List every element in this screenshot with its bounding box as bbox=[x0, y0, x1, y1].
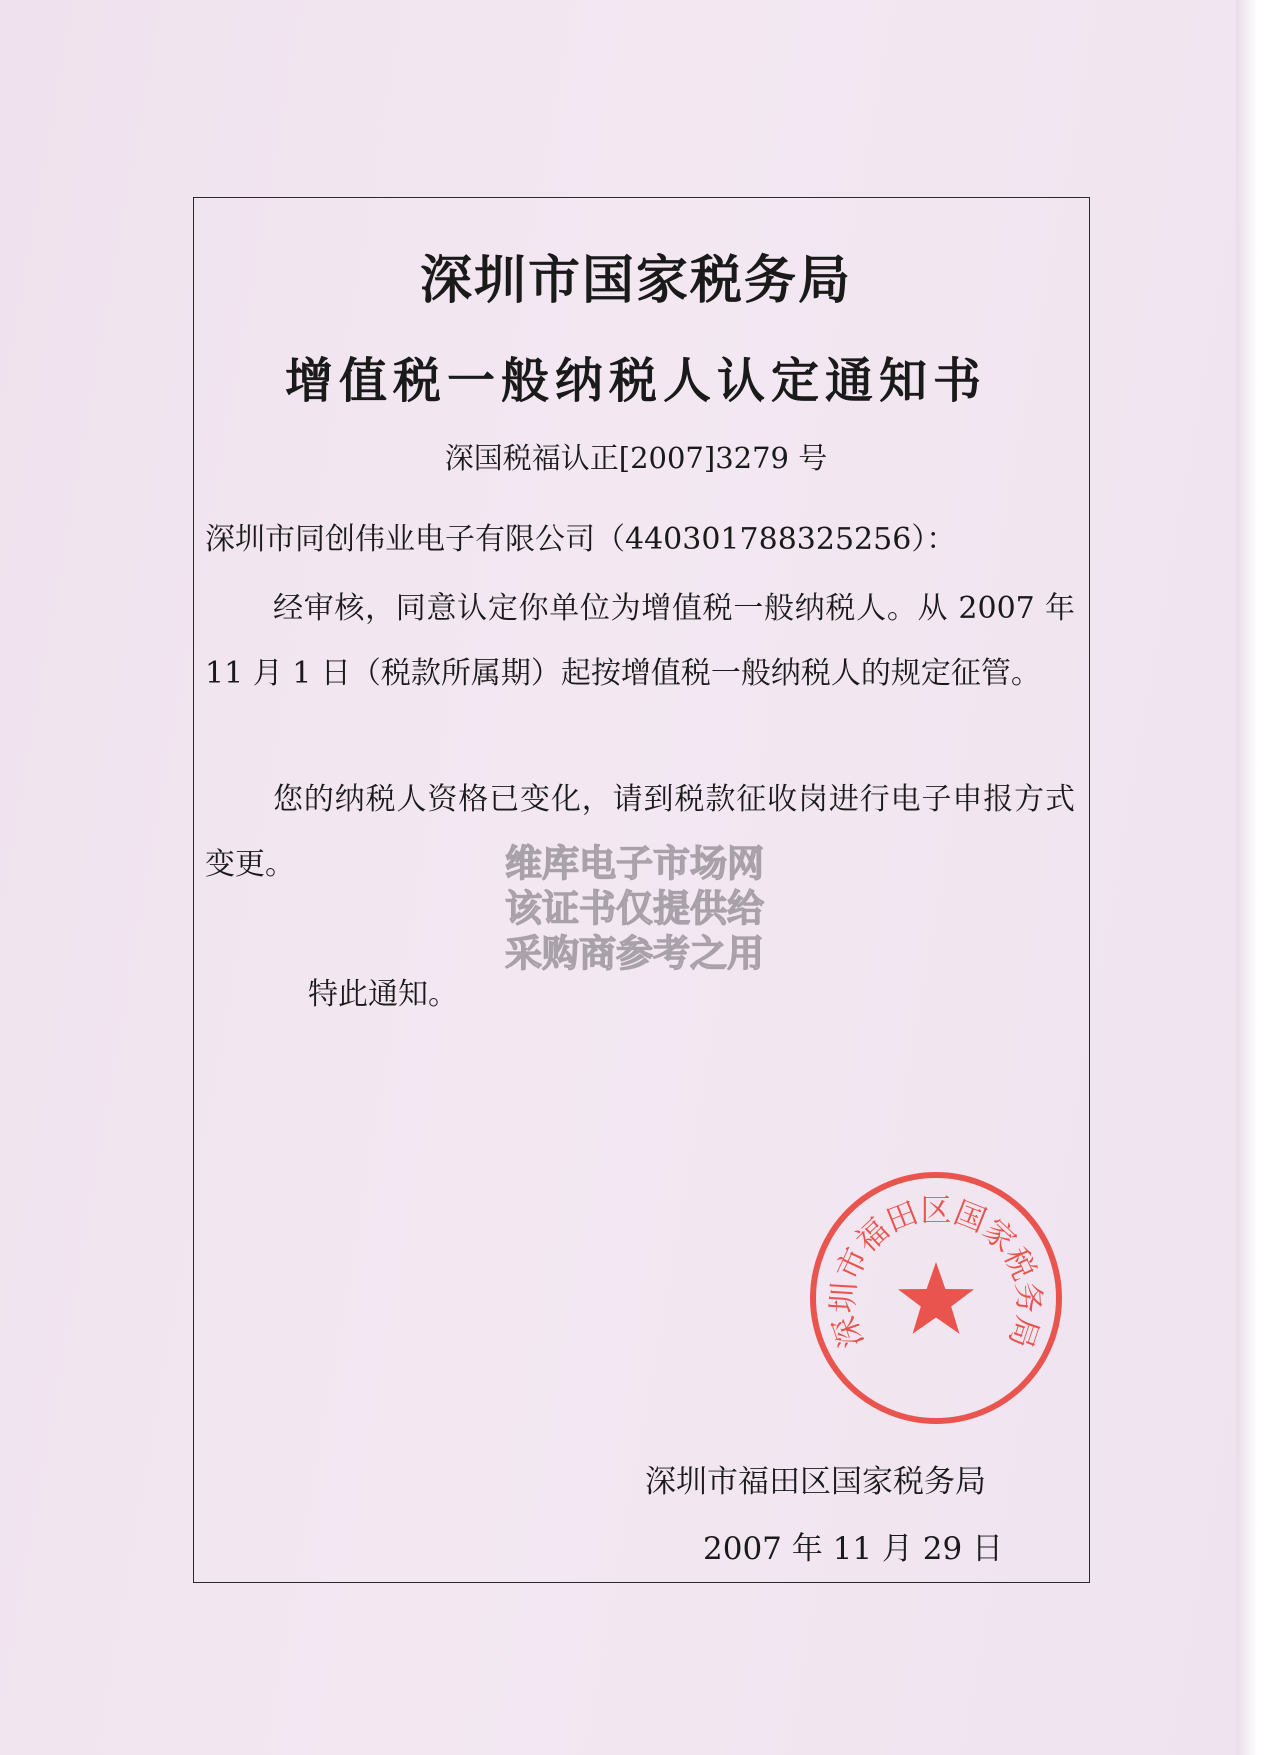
addressee: 深圳市同创伟业电子有限公司（440301788325256）： bbox=[205, 522, 957, 557]
issue-date: 2007 年 11 月 29 日 bbox=[703, 1531, 1004, 1567]
seal-text: 深圳市福田区国家税务局 bbox=[825, 1192, 1047, 1353]
body-paragraph-approval: 经审核，同意认定你单位为增值税一般纳税人。从 2007 年 11 月 1 日（税款所属期）起按增值税一般纳税人的规定征管。 bbox=[205, 591, 1075, 691]
authority-title: 深圳市国家税务局 bbox=[419, 250, 852, 311]
document-number: 深国税福认正[2007]3279 号 bbox=[444, 441, 828, 475]
watermark-line: 采购商参考之用 bbox=[505, 933, 764, 974]
issuing-authority: 深圳市福田区国家税务局 bbox=[645, 1464, 986, 1500]
document-title: 增值税一般纳税人认定通知书 bbox=[284, 353, 987, 409]
watermark-line: 该证书仅提供给 bbox=[505, 888, 764, 929]
watermark-line: 维库电子市场网 bbox=[505, 843, 764, 884]
body-paragraph-notice: 您的纳税人资格已变化，请到税款征收岗进行电子申报方式变更。 bbox=[205, 782, 1075, 882]
closing-line: 特此通知。 bbox=[308, 977, 458, 1012]
